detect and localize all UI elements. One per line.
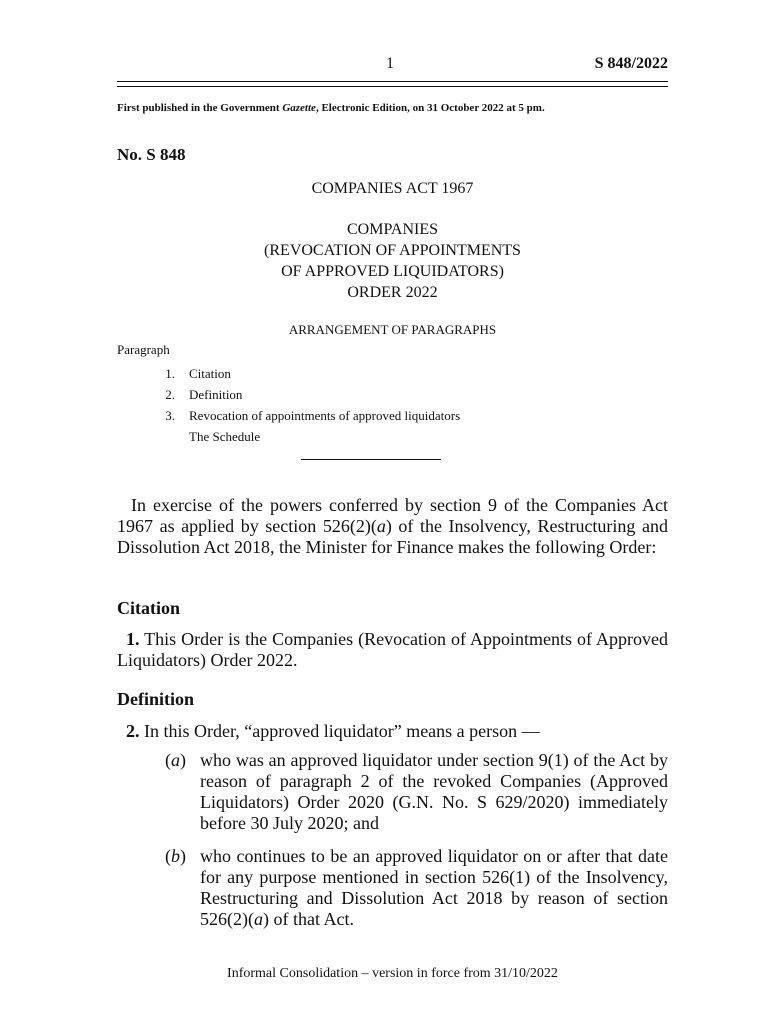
toc-item: The Schedule [189, 429, 261, 444]
toc-item: 2. Definition [165, 387, 243, 402]
paragraph-label: Paragraph [117, 342, 170, 357]
header-rule-bottom [117, 86, 668, 87]
item-label: (a) [165, 750, 186, 770]
footer-consolidation-note: Informal Consolidation – version in force from 31/10/2022 [227, 966, 558, 981]
order-number: No. S 848 [117, 145, 186, 164]
arrangement-heading: ARRANGEMENT OF PARAGRAPHS [288, 322, 497, 337]
publication-note: First published in the Government Gazette, Electronic Edition, on 31 October 2022 at 5 pm. [117, 102, 545, 114]
toc-item: 3. Revocation of appointments of approved liquidators [165, 408, 461, 423]
paragraph-2: 2. In this Order, “approved liquidator” means a person — [126, 721, 540, 741]
page-number: 1 [386, 55, 394, 72]
order-title: COMPANIES (REVOCATION OF APPOINTMENTS OF APPROVED LIQUIDATORS) ORDER 2022 [264, 221, 521, 301]
enacting-formula: In exercise of the powers conferred by section 9 of the Companies Act 1967 as applied by section 526(2)(a) of the Insolvency, Restructuring and Dissolution Act 2018, the Minister for Finance makes the following Order: [117, 495, 668, 557]
citation-heading: Citation [117, 598, 180, 618]
section-divider [301, 459, 441, 460]
definition-heading: Definition [117, 689, 195, 709]
item-label: (b) [165, 846, 186, 866]
paragraph-1: 1. This Order is the Companies (Revocation of Appointments of Approved Liquidators) Order 2022. [117, 629, 668, 670]
toc-item: 1. Citation [165, 366, 231, 381]
act-title: COMPANIES ACT 1967 [311, 180, 474, 197]
table-of-contents [117, 363, 460, 447]
definition-item-b: (b) who continues to be an approved liquidator on or after that date for any purpose mentioned in section 526(1) of the Insolvency, Restructuring and Dissolution Act 2018 by reason of section 526(2)(a) of that Act. [165, 846, 668, 929]
definition-item-a: (a) who was an approved liquidator under section 9(1) of the Act by reason of paragraph 2 of the revoked Companies (Approved Liquidators) Order 2020 (G.N. No. S 629/2020) immediately before 30 July 2020; and [165, 750, 668, 833]
gazette-number: S 848/2022 [594, 55, 668, 72]
header-rule-top [117, 81, 668, 82]
